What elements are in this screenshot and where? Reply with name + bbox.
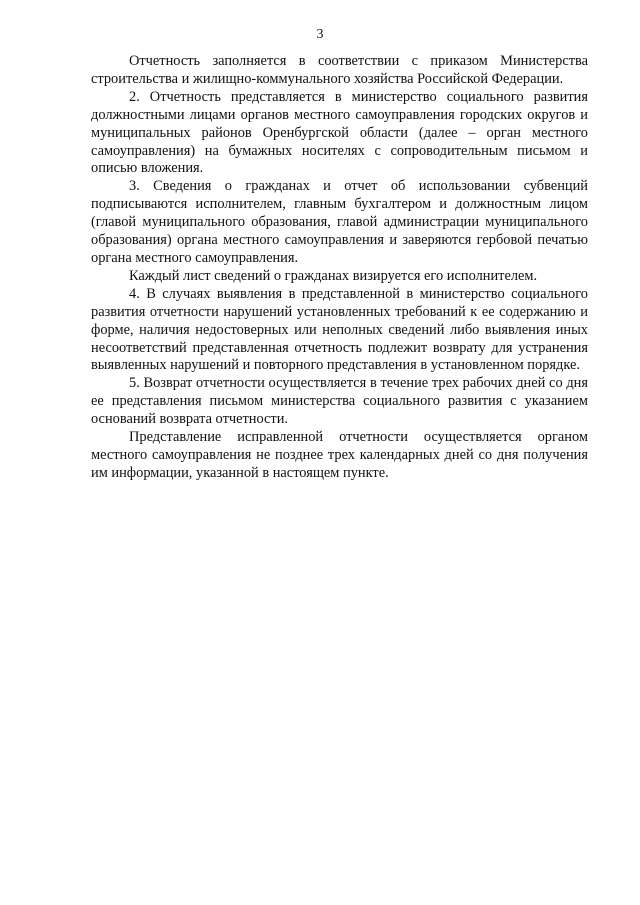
paragraph-item-3: 3. Сведения о гражданах и отчет об использовании субвенций подписываются исполнителем, главным бухгалтером и должностным лицом (главой муниципального образования, главой администрации муниципального образования) органа местного самоуправления и заверяются гербовой печатью органа местного самоуправления. (91, 178, 588, 266)
paragraph-sheet-endorsement: Каждый лист сведений о гражданах визируется его исполнителем. (129, 267, 538, 284)
page-number: 3 (316, 27, 324, 42)
paragraph-reporting-form: Отчетность заполняется в соответствии с приказом Министерства строительства и жилищно-коммунального хозяйства Российской Федерации. (91, 53, 588, 87)
document-body (91, 53, 588, 483)
paragraph-item-5: 5. Возврат отчетности осуществляется в течение трех рабочих дней со дня ее представления письмом министерства социального развития с указанием оснований возврата отчетности. (91, 375, 588, 428)
paragraph-item-4: 4. В случаях выявления в представленной в министерство социального развития отчетности нарушений установленных требований к ее содержанию и форме, наличия недостоверных или неполных сведений либо выявления иных несоответствий представленная отчетность подлежит возврату для устранения выявленных нарушений и повторного представления в установленном порядке. (91, 285, 588, 374)
paragraph-item-2: 2. Отчетность представляется в министерство социального развития должностными лицами органов местного самоуправления городских округов и муниципальных районов Оренбургской области (далее – орган местного самоуправления) на бумажных носителях с сопроводительным письмом и описью вложения. (91, 88, 588, 177)
paragraph-corrected-reporting: Представление исправленной отчетности осуществляется органом местного самоуправления не позднее трех календарных дней со дня получения им информации, указанной в настоящем пункте. (91, 429, 588, 481)
